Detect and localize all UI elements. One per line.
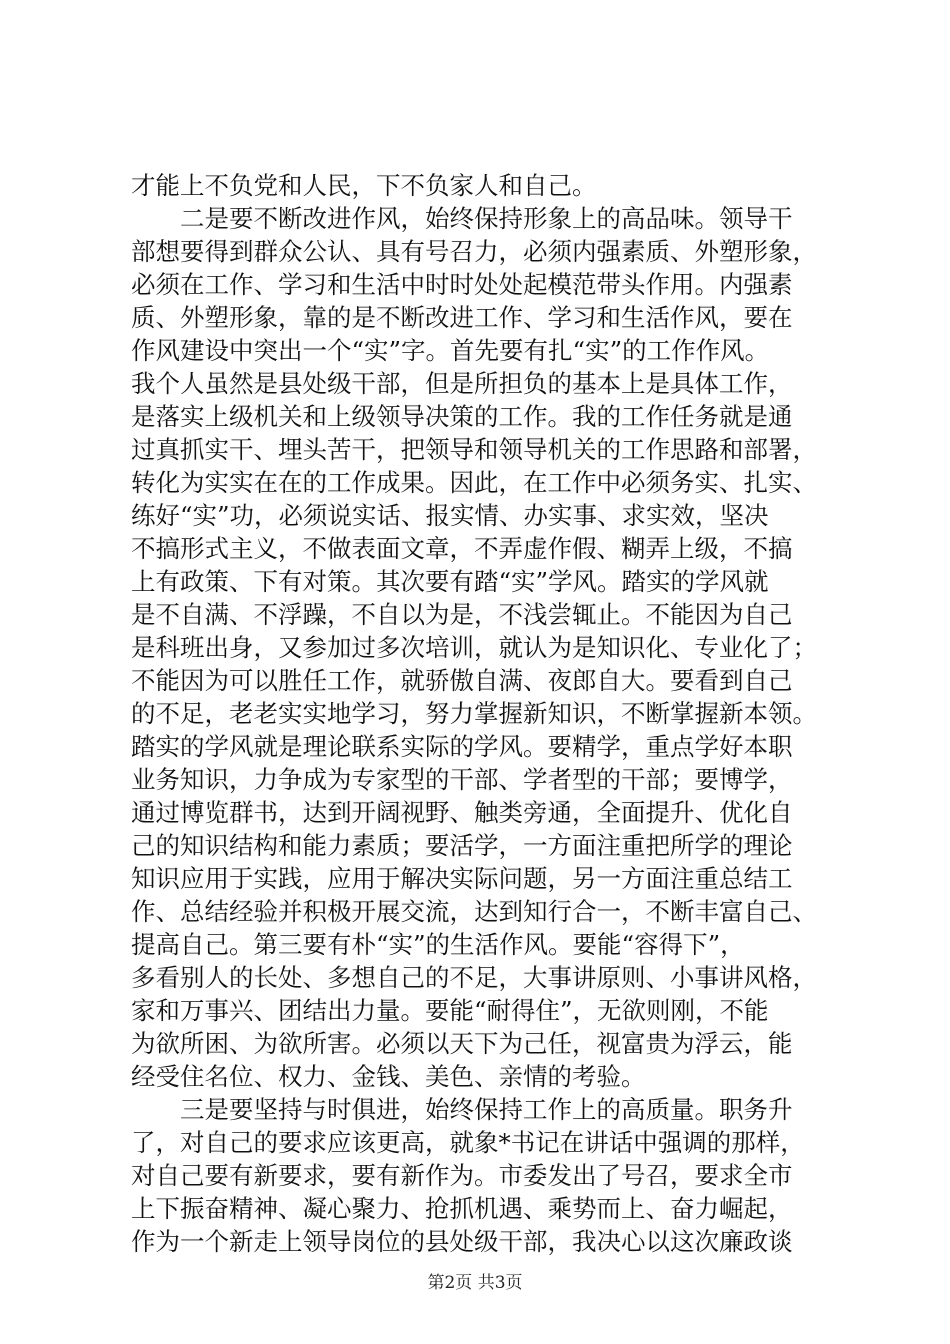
- text-line: 踏实的学风就是理论联系实际的学风。要精学，重点学好本职: [131, 732, 793, 761]
- document-body: [131, 169, 831, 1258]
- paragraph-start-line: 二是要不断改进作风，始终保持形象上的高品味。领导干: [180, 204, 793, 233]
- text-line: 对自己要有新要求，要有新作为。市委发出了号召，要求全市: [131, 1161, 793, 1190]
- paragraph-start-line: 三是要坚持与时俱进，始终保持工作上的高质量。职务升: [180, 1095, 793, 1124]
- text-line: 才能上不负党和人民，下不负家人和自己。: [131, 171, 597, 200]
- text-line: 必须在工作、学习和生活中时时处处起模范带头作用。内强素: [131, 270, 793, 299]
- text-line: 不能因为可以胜任工作，就骄傲自满、夜郎自大。要看到自己: [131, 666, 793, 695]
- text-line: 经受住名位、权力、金钱、美色、亲情的考验。: [131, 1062, 646, 1091]
- text-line: 作、总结经验并积极开展交流，达到知行合一，不断丰富自己、: [131, 897, 817, 926]
- text-line: 通过博览群书，达到开阔视野、触类旁通，全面提升、优化自: [131, 798, 793, 827]
- text-line: 家和万事兴、团结出力量。要能“耐得住”，无欲则刚，不能: [131, 996, 769, 1025]
- text-line: 不搞形式主义，不做表面文章，不弄虚作假、糊弄上级，不搞: [131, 534, 793, 563]
- text-line: 业务知识，力争成为专家型的干部、学者型的干部；要博学，: [131, 765, 793, 794]
- text-line: 的不足，老老实实地学习，努力掌握新知识，不断掌握新本领。: [131, 699, 817, 728]
- text-line: 作为一个新走上领导岗位的县处级干部，我决心以这次廉政谈: [131, 1227, 793, 1256]
- text-line: 是科班出身，又参加过多次培训，就认为是知识化、专业化了；: [131, 633, 817, 662]
- text-line: 是不自满、不浮躁，不自以为是，不浅尝辄止。不能因为自己: [131, 600, 793, 629]
- text-line: 我个人虽然是县处级干部，但是所担负的基本上是具体工作，: [131, 369, 793, 398]
- text-line: 己的知识结构和能力素质；要活学，一方面注重把所学的理论: [131, 831, 793, 860]
- page-number-footer: 第2页 共3页: [427, 1273, 523, 1293]
- text-line: 过真抓实干、埋头苦干，把领导和领导机关的工作思路和部署，: [131, 435, 817, 464]
- text-line: 了，对自己的要求应该更高，就象*书记在讲话中强调的那样，: [131, 1128, 805, 1157]
- text-line: 为欲所困、为欲所害。必须以天下为己任，视富贵为浮云，能: [131, 1029, 793, 1058]
- text-line: 转化为实实在在的工作成果。因此，在工作中必须务实、扎实、: [131, 468, 817, 497]
- text-line: 是落实上级机关和上级领导决策的工作。我的工作任务就是通: [131, 402, 793, 431]
- text-line: 知识应用于实践，应用于解决实际问题，另一方面注重总结工: [131, 864, 793, 893]
- text-line: 多看别人的长处、多想自己的不足，大事讲原则、小事讲风格，: [131, 963, 817, 992]
- text-line: 上有政策、下有对策。其次要有踏“实”学风。踏实的学风就: [131, 567, 769, 596]
- text-line: 练好“实”功，必须说实话、报实情、办实事、求实效，坚决: [131, 501, 769, 530]
- text-line: 提高自己。第三要有朴“实”的生活作风。要能“容得下”，: [131, 930, 745, 959]
- text-line: 质、外塑形象，靠的是不断改进工作、学习和生活作风，要在: [131, 303, 793, 332]
- text-line: 部想要得到群众公认、具有号召力，必须内强素质、外塑形象，: [131, 237, 817, 266]
- text-line: 上下振奋精神、凝心聚力、抢抓机遇、乘势而上、奋力崛起，: [131, 1194, 793, 1223]
- text-line: 作风建设中突出一个“实”字。首先要有扎“实”的工作作风。: [131, 336, 770, 365]
